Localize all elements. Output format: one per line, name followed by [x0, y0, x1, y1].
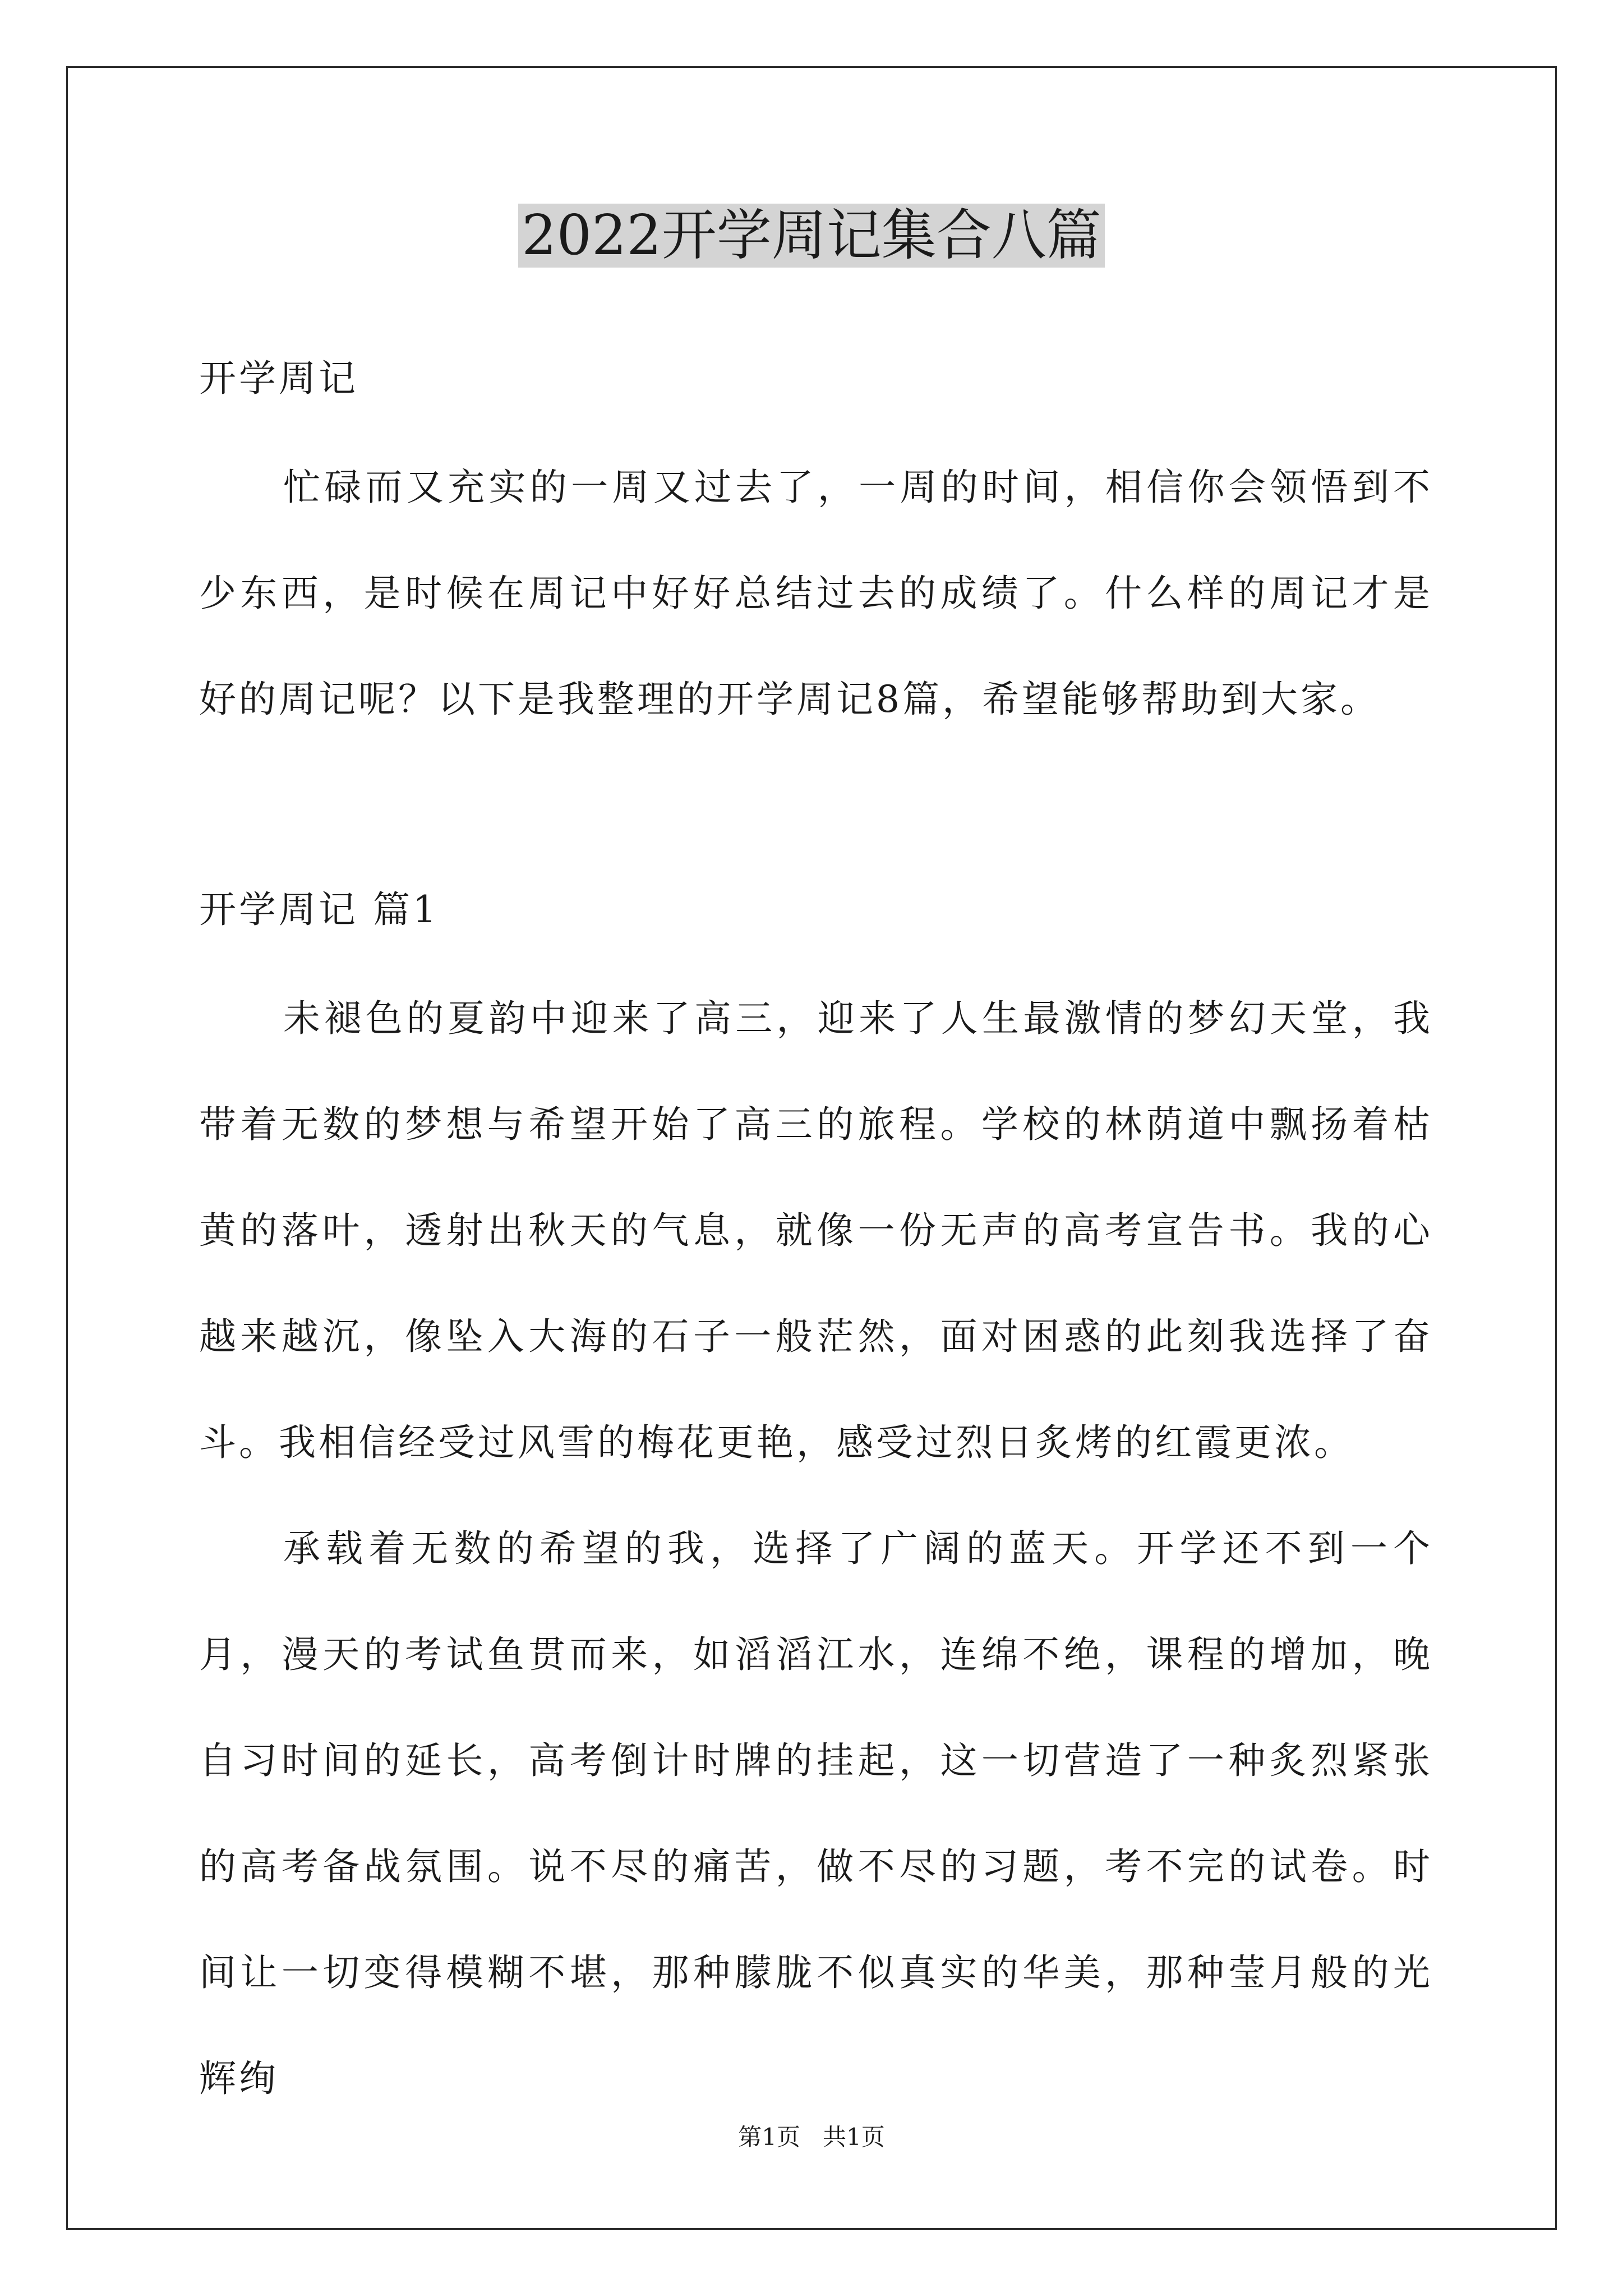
intro-paragraph: 忙碌而又充实的一周又过去了，一周的时间，相信你会领悟到不少东西，是时候在周记中好好总结过去的成绩了。什么样的周记才是好的周记呢？以下是我整理的开学周记8篇，希望能够帮助到大家。: [199, 466, 1433, 721]
document-title: [0, 199, 1623, 272]
page-count: 共1页: [823, 2123, 885, 2151]
page-footer: [0, 2120, 1623, 2154]
section-heading: 开学周记 篇1: [199, 888, 439, 931]
page-number: 第1页: [738, 2123, 800, 2151]
body-paragraph: 未褪色的夏韵中迎来了高三，迎来了人生最激情的梦幻天堂，我带着无数的梦想与希望开始了高三的旅程。学校的林荫道中飘扬着枯黄的落叶，透射出秋天的气息，就像一份无声的高考宣告书。我的心越来越沉，像坠入大海的石子一般茫然，面对困惑的此刻我选择了奋斗。我相信经受过风雪的梅花更艳，感受过烈日炙烤的红霞更浓。: [199, 997, 1433, 1464]
intro-heading: 开学周记: [199, 357, 358, 400]
body-paragraph: 承载着无数的希望的我，选择了广阔的蓝天。开学还不到一个月，漫天的考试鱼贯而来，如滔滔江水，连绵不绝，课程的增加，晚自习时间的延长，高考倒计时牌的挂起，这一切营造了一种炙烈紧张的高考备战氛围。说不尽的痛苦，做不尽的习题，考不完的试卷。时间让一切变得模糊不堪，那种朦胧不似真实的华美，那种莹月般的光辉绚: [199, 1527, 1433, 2100]
document-title-text: 2022开学周记集合八篇: [518, 204, 1104, 268]
